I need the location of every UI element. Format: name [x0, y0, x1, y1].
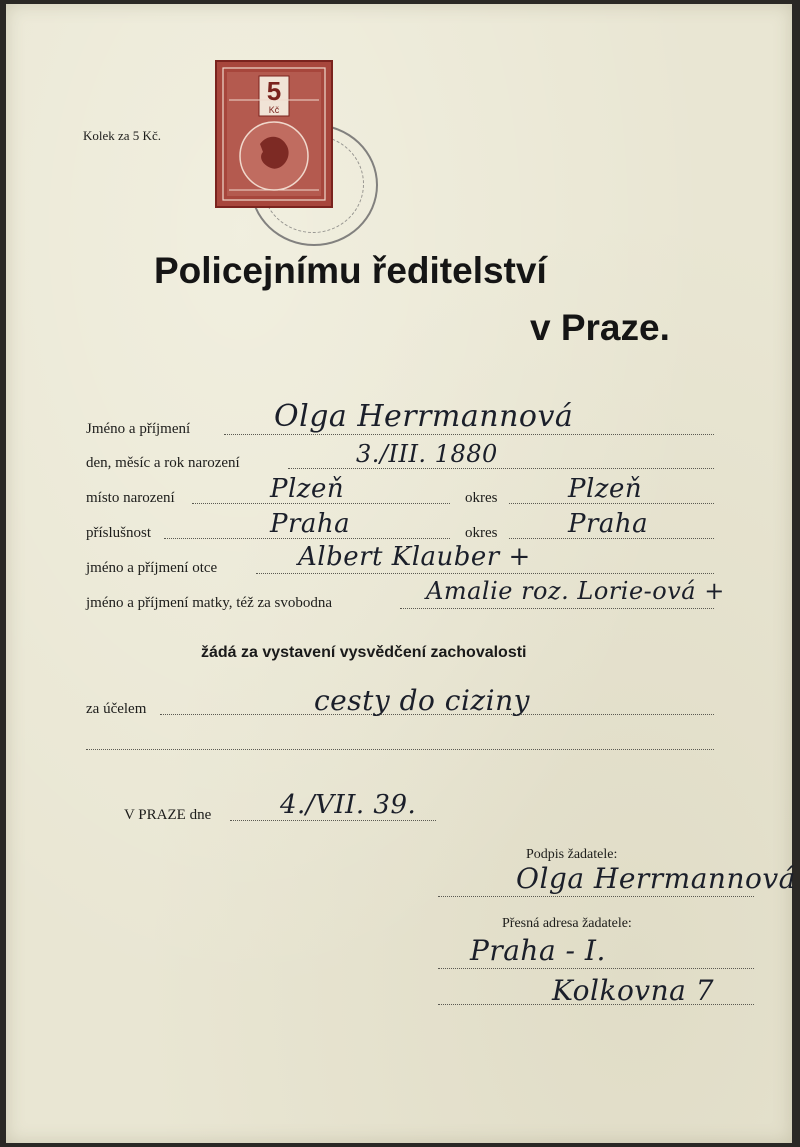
mother-value: Amalie roz. Lorie-ová + [426, 577, 725, 605]
purpose-value: cesty do ciziny [314, 684, 530, 717]
signature-label: Podpis žadatele: [526, 847, 618, 862]
address-line-1 [438, 968, 754, 969]
request-statement: žádá za vystavení vysvědčení zachovalosti [201, 644, 527, 661]
purpose-second-line [86, 749, 714, 750]
father-value: Albert Klauber + [298, 542, 531, 572]
citizenship-label: příslušnost [86, 525, 152, 541]
birth-district-value: Plzeň [568, 474, 643, 504]
address-value-2: Kolkovna 7 [552, 974, 715, 1007]
revenue-stamp [215, 60, 333, 208]
purpose-label: za účelem [86, 701, 147, 717]
name-line [224, 434, 714, 435]
stamp-value: 5 [266, 76, 282, 106]
father-line [256, 573, 714, 574]
father-label: jméno a příjmení otce [86, 560, 218, 576]
name-value: Olga Herrmannová [274, 399, 574, 434]
address-value-1: Praha - I. [470, 934, 606, 967]
birth-district-label: okres [465, 490, 498, 506]
citizenship-value: Praha [270, 509, 351, 539]
citizenship-district-label: okres [465, 525, 498, 541]
citizenship-district-value: Praha [568, 509, 649, 539]
authority-title: Policejnímu ředitelství [154, 250, 547, 291]
application-form-sheet [6, 4, 796, 1143]
name-label: Jméno a příjmení [86, 421, 191, 437]
birth-place-value: Plzeň [270, 474, 345, 504]
mother-line [400, 608, 714, 609]
birth-date-value: 3./III. 1880 [356, 440, 498, 468]
stamp-currency: Kč [268, 105, 280, 115]
birth-date-label: den, měsíc a rok narození [86, 455, 240, 471]
date-line [230, 820, 436, 821]
birth-place-label: místo narození [86, 490, 175, 506]
signature-value: Olga Herrmannová [516, 862, 796, 895]
authority-city: v Praze. [530, 307, 670, 348]
date-value: 4./VII. 39. [280, 790, 417, 820]
signature-line [438, 896, 754, 897]
birth-date-line [288, 468, 714, 469]
date-label: V PRAZE dne [124, 807, 212, 823]
address-label: Přesná adresa žadatele: [502, 916, 632, 931]
mother-label: jméno a příjmení matky, též za svobodna [86, 595, 333, 611]
stamp-caption: Kolek za 5 Kč. [83, 128, 161, 143]
